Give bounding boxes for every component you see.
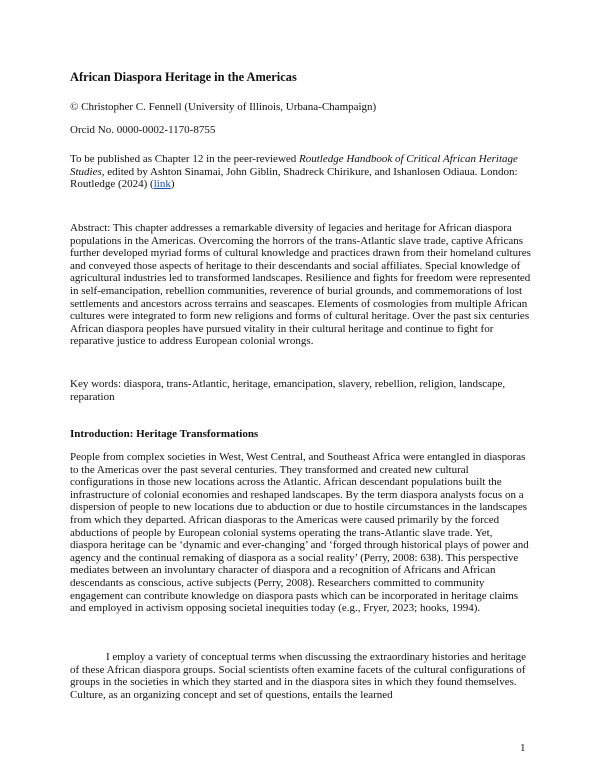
- intro-paragraph: People from complex societies in West, West Central, and Southeast Africa were entangled in diasporas to the Americas over the past several centuries. They transformed and created new cultural configurations in those new locations across the Atlantic. African descendant populations built the infrastructure of colonial economies and reshaped landscapes. By the term diaspora analysts focus on a dispersion of people to new locations due to abduction or due to hostile circumstances in the landscapes from which they departed. African diasporas to the Americas were caused primarily by the forced abductions of people by European colonial systems operating the trans-Atlantic slave trade. Yet, diaspora heritage can be ‘dynamic and ever-changing’ and ‘forged through historical plays of power and agency and the continual remaking of diaspora as a social reality’ (Perry, 2008: 638). This perspective mediates between an involuntary character of diaspora and a recognition of Africans and African descendants as conscious, active subjects (Perry, 2008). Researchers committed to community engagement can contribute knowledge on diaspora pasts which can be incorporated in heritage claims and employed in activism opposing societal inequities today (e.g., Fryer, 2023; hooks, 1994).: [70, 451, 529, 615]
- section-heading: Introduction: Heritage Transformations: [70, 428, 259, 440]
- publication-link[interactable]: link: [153, 178, 171, 191]
- author-line: © Christopher C. Fennell (University of Illinois, Urbana-Champaign): [70, 101, 377, 113]
- orcid-line: Orcid No. 0000-0002-1170-8755: [70, 124, 216, 136]
- keywords-line: Key words: diaspora, trans-Atlantic, heritage, emancipation, slavery, rebellion, religion, landscape, reparation: [70, 378, 506, 403]
- abstract-paragraph: Abstract: This chapter addresses a remarkable diversity of legacies and heritage for African diaspora populations in the Americas. Overcoming the horrors of the trans-Atlantic slave trade, captive Africans further developed myriad forms of cultural knowledge and practices drawn from their homeland cultures and conveyed those aspects of heritage to their descendants and social affiliates. Special knowledge of agricultural industries led to transformed landscapes. Resilience and fights for freedom were represented in self-emancipation, rebellion communities, reverence of burial grounds, and commemorations of lost settlements and ancestors across terrains and seascapes. Elements of cosmologies from multiple African cultures were integrated to form new religions and forms of cultural heritage. Over the past six centuries African diaspora peoples have pursued vitality in their cultural heritage and continue to fight for reparative justice to address European colonial wrongs.: [70, 222, 531, 348]
- paper-title: African Diaspora Heritage in the Americas: [70, 70, 297, 84]
- page-number: 1: [520, 742, 526, 754]
- publication-suffix: , edited by Ashton Sinamai, John Giblin, Shadreck Chirikure, and Ishanlosen Odiaua. London: Routledge (2024) (: [70, 165, 518, 191]
- body-paragraph: I employ a variety of conceptual terms when discussing the extraordinary histories and heritage of these African diaspora groups. Social scientists often examine facets of the cultural configurations of groups in the societies in which they started and in the diaspora sites in which they found themselves. Culture, as an organizing concept and set of questions, entails the learned: [70, 651, 527, 701]
- book-title: Routledge Handbook of Critical African Heritage Studies: [70, 153, 518, 178]
- publication-close: ): [170, 178, 175, 191]
- publication-prefix: To be published as Chapter 12 in the peer-reviewed: [70, 153, 300, 165]
- publication-note: [70, 153, 532, 191]
